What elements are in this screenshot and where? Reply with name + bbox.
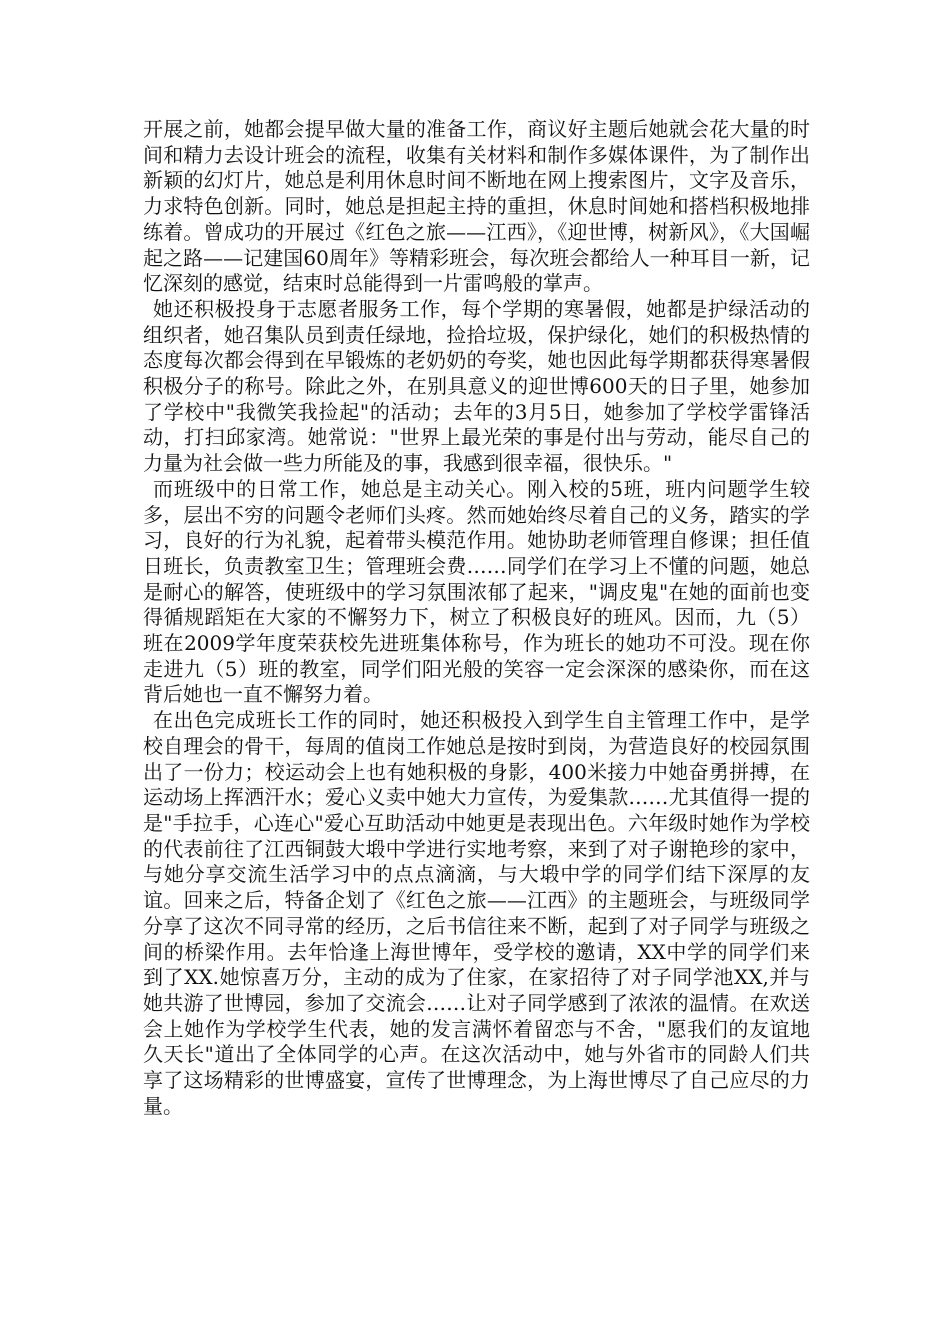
paragraph-class-meetings: 开展之前，她都会提早做大量的准备工作，商议好主题后她就会花大量的时间和精力去设计班会的流程，收集有关材料和制作多媒体课件，为了制作出新颖的幻灯片，她总是利用休息时间不断地在网上搜索图片，文字及音乐，力求特色创新。同时，她总是担起主持的重担，休息时间她和搭档积极地排练着。曾成功的开展过《红色之旅——江西》，《迎世博，树新风》，《大国崛起之路——记建国60周年》等精彩班会，每次班会都给人一种耳目一新，记忆深刻的感觉，结束时总能得到一片雷鸣般的掌声。 (143, 117, 810, 296)
paragraph-student-management: 在出色完成班长工作的同时，她还积极投入到学生自主管理工作中，是学校自理会的骨干，每周的值岗工作她总是按时到岗，为营造良好的校园氛围出了一份力；校运动会上也有她积极的身影，400米接力中她奋勇拼搏，在运动场上挥洒汗水；爱心义卖中她大力宣传，为爱集款……尤其值得一提的是"手拉手，心连心"爱心互助活动中她更是表现出色。六年级时她作为学校的代表前往了江西铜鼓大塅中学进行实地考察，来到了对子谢艳珍的家中，与她分享交流生活学习中的点点滴滴，与大塅中学的同学们结下深厚的友谊。回来之后，特备企划了《红色之旅——江西》的主题班会，与班级同学分享了这次不同寻常的经历，之后书信往来不断，起到了对子同学与班级之间的桥梁作用。去年恰逢上海世博年，受学校的邀请，XX中学的同学们来到了XX.她惊喜万分，主动的成为了住家，在家招待了对子同学池XX,并与她共游了世博园，参加了交流会……让对子同学感到了浓浓的温情。在欢送会上她作为学校学生代表，她的发言满怀着留恋与不舍，"愿我们的友谊地久天长"道出了全体同学的心声。在这次活动中，她与外省市的同龄人们共享了这场精彩的世博盛宴，宣传了世博理念，为上海世博尽了自己应尽的力量。 (143, 708, 810, 1118)
paragraph-volunteer-work: 她还积极投身于志愿者服务工作，每个学期的寒暑假，她都是护绿活动的组织者，她召集队员到责任绿地，捡拾垃圾，保护绿化，她们的积极热情的态度每次都会得到在早锻炼的老奶奶的夸奖，她也因此每学期都获得寒暑假积极分子的称号。除此之外，在别具意义的迎世博600天的日子里，她参加了学校中"我微笑我捡起"的活动；去年的3月5日，她参加了学校学雷锋活动，打扫邱家湾。她常说："世界上最光荣的事是付出与劳动，能尽自己的力量为社会做一些力所能及的事，我感到很幸福，很快乐。" (143, 296, 810, 476)
document-page (143, 117, 810, 1119)
paragraph-class-duties: 而班级中的日常工作，她总是主动关心。刚入校的5班，班内问题学生较多，层出不穷的问题令老师们头疼。然而她始终尽着自己的义务，踏实的学习，良好的行为礼貌，起着带头模范作用。她协助老师管理自修课；担任值日班长，负责教室卫生；管理班会费……同学们在学习上不懂的问题，她总是耐心的解答，使班级中的学习氛围浓郁了起来，"调皮鬼"在她的面前也变得循规蹈矩在大家的不懈努力下，树立了积极良好的班风。因而，九（5）班在2009学年度荣获校先进班集体称号，作为班长的她功不可没。现在你走进九（5）班的教室，同学们阳光般的笑容一定会深深的感染你，而在这背后她也一直不懈努力着。 (143, 476, 810, 707)
